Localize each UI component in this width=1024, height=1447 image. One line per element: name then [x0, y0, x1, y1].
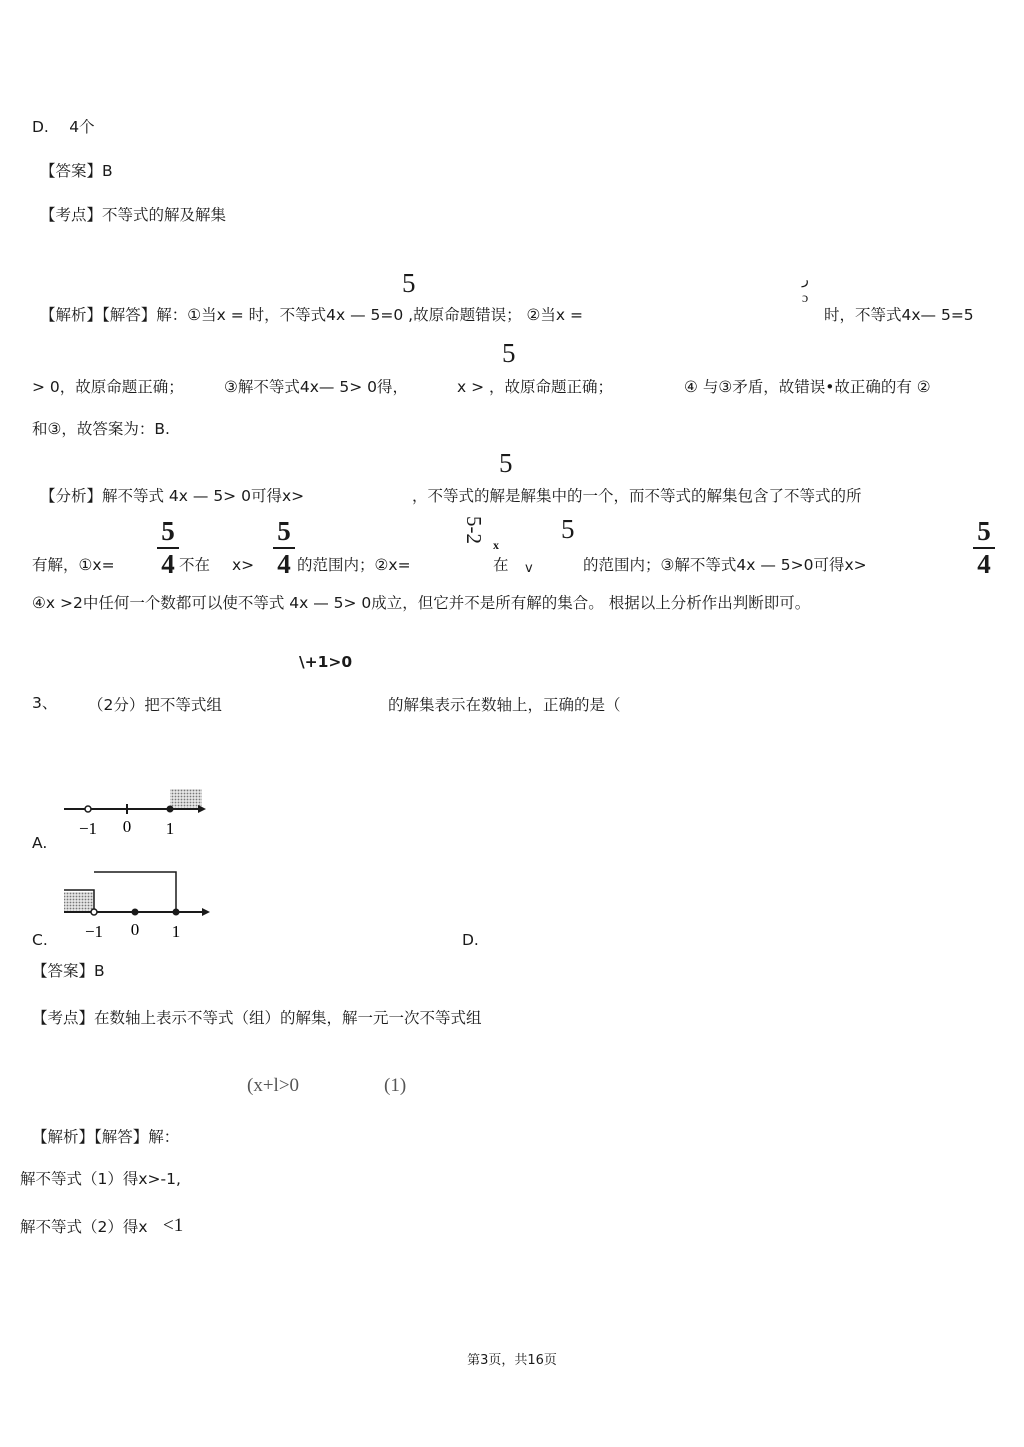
question-text-b: 的解集表示在数轴上，正确的是（ — [388, 696, 621, 714]
shaded-region — [170, 789, 202, 809]
answer-label-1: 【答案】B — [40, 162, 113, 180]
question-text-a: （2分）把不等式组 — [88, 696, 222, 714]
rotated-fraction: 5-2 — [462, 516, 486, 544]
tick-label: −1 — [78, 819, 98, 838]
solution-line-2: 解不等式（2）得x — [20, 1218, 148, 1236]
analysis-line-1a: 【解析】【解答】解：①当x = 时，不等式4x — 5=0 ,故原命题错误； ②当x = — [40, 306, 584, 324]
reasoning-line-2d: 的范围内；②x= — [297, 556, 411, 574]
tick-label: 0 — [130, 920, 140, 939]
tick-label: 0 — [122, 817, 132, 836]
option-d-label: D. — [462, 931, 479, 949]
analysis-line-3: 和③，故答案为：B. — [32, 420, 170, 438]
inequality-system-line: (x+l>0 — [247, 1075, 300, 1096]
option-a-label: A. — [32, 834, 48, 852]
analysis-line-2c: x > ，故原命题正确； — [457, 378, 614, 396]
analysis-line-1b: 时，不等式4x— 5=5 — [824, 306, 974, 324]
number-line-c — [60, 868, 220, 944]
rotated-x-mark: x — [493, 538, 499, 552]
axis-arrow — [202, 908, 210, 916]
reasoning-line-2e: 在 — [493, 556, 509, 574]
option-c-label: C. — [32, 931, 48, 949]
knowledge-point-1: 【考点】不等式的解及解集 — [40, 206, 227, 224]
knowledge-point-2: 【考点】在数轴上表示不等式（组）的解集，解一元一次不等式组 — [32, 1009, 482, 1027]
fraction-five-fourths-3: 5 4 — [973, 518, 995, 578]
analysis-line-2a: > 0，故原命题正确； — [32, 378, 184, 396]
closed-point — [173, 909, 180, 916]
open-point — [85, 806, 91, 812]
tick-label: 1 — [165, 819, 175, 838]
reasoning-line-2b: 不在 — [179, 556, 211, 574]
fraction-five-fourths-1: 5 4 — [157, 518, 179, 578]
shaded-region — [64, 892, 94, 912]
garbled-mark: ر ɔ — [802, 273, 809, 306]
analysis-line-4: 【解析】【解答】解： — [32, 1128, 180, 1146]
reasoning-line-1a: 【分析】解不等式 4x — 5> 0可得x> — [40, 487, 305, 505]
analysis-line-2b: ③解不等式4x— 5> 0得， — [224, 378, 408, 396]
bracket-right — [94, 872, 176, 912]
fraction-numerator-5a: 5 — [402, 268, 416, 298]
fraction-five-fourths-2: 5 4 — [273, 518, 295, 578]
solution-line-1: 解不等式（1）得x>-1, — [20, 1170, 181, 1188]
reasoning-line-2a: 有解，①x= — [32, 556, 115, 574]
closed-point — [132, 909, 139, 916]
inequality-label: (1) — [384, 1075, 407, 1096]
tick-label: −1 — [84, 922, 104, 941]
fraction-numerator-5d: 5 — [561, 514, 575, 544]
number-line-a — [60, 786, 220, 842]
answer-label-2: 【答案】B — [32, 962, 105, 980]
reasoning-line-1b: ，不等式的解是解集中的一个，而不等式的解集包含了不等式的所 — [412, 487, 862, 505]
question-number: 3、 — [32, 694, 58, 712]
open-point — [91, 909, 97, 915]
fraction-numerator-5b: 5 — [502, 338, 516, 368]
reasoning-line-3: ④x >2中任何一个数都可以使不等式 4x — 5> 0成立，但它并不是所有解的集合。 根据以上分析作出判断即可。 — [32, 594, 811, 612]
closed-point — [167, 806, 174, 813]
option-d-line: D. 4个 — [32, 118, 95, 136]
reasoning-line-2c: x> — [232, 556, 255, 574]
reasoning-line-2f: v — [525, 561, 533, 576]
solution-line-2-b: <1 — [163, 1215, 184, 1236]
page-footer: 第3页，共16页 — [467, 1353, 557, 1368]
reasoning-line-2g: 的范围内；③解不等式4x — 5>0可得x> — [583, 556, 867, 574]
tick-label: 1 — [171, 922, 181, 941]
analysis-line-2d: ④ 与③矛盾，故错误•故正确的有 ② — [684, 378, 931, 396]
inequality-system-top: \+1>0 — [299, 653, 353, 671]
fraction-numerator-5c: 5 — [499, 448, 513, 478]
